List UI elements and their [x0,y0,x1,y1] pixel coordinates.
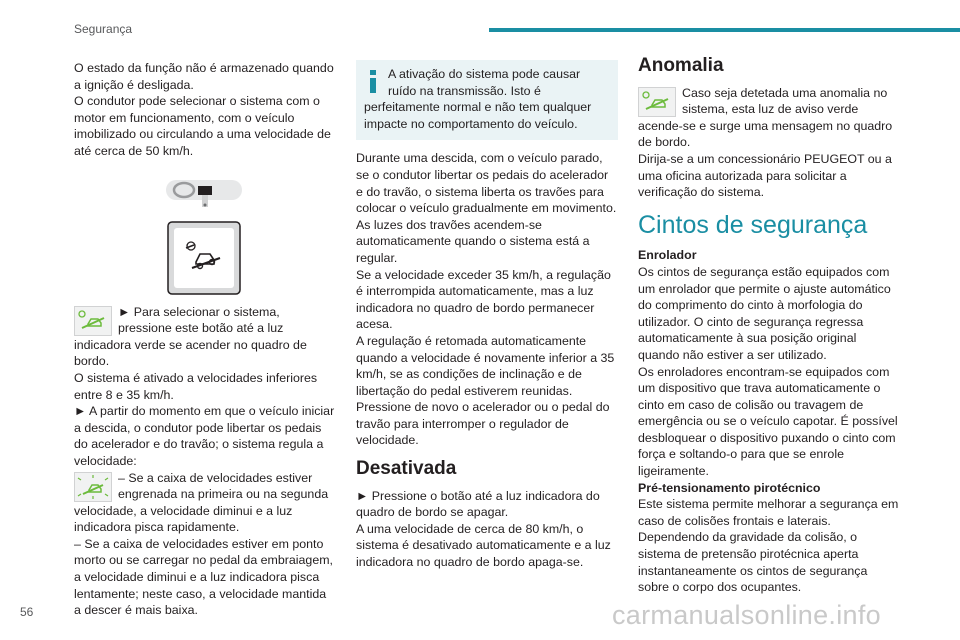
subheading-enrolador: Enrolador [638,248,697,263]
header-accent-bar [489,28,960,32]
paragraph: O sistema é ativado a velocidades inferiores entre 8 e 35 km/h. [74,370,318,402]
paragraph: Pressione de novo o acelerador ou o pedal do travão para interromper o regulador de velocidade. [356,400,610,448]
paragraph: As luzes dos travões acendem-se automaticamente quando o sistema está a regular. [356,217,590,265]
paragraph: ► Pressione o botão até a luz indicadora do quadro de bordo se apagar. [356,488,600,520]
paragraph: O estado da função não é armazenado quando a ignição é desligada. [74,61,334,92]
cruise-icon [74,306,112,336]
info-icon [364,68,382,94]
paragraph: Durante uma descida, com o veículo parado, se o condutor libertar os pedais do acelerador e do travão, o sistema liberta os travões para colocar o veículo gradualmente em movimento. [356,151,617,216]
paragraph: Dependendo da gravidade da colisão, o sistema de pretensão pirotécnica aperta instantaneamente os cintos de segurança sobre o corpo dos ocupantes. [638,530,868,595]
section-heading-cintos: Cintos de segurança [638,210,868,239]
paragraph: ► Para selecionar o sistema, pressione este botão até a luz indicadora verde se acender no quadro de bordo. [74,304,307,369]
paragraph: – Se a caixa de velocidades estiver engrenada na primeira ou na segunda velocidade, a velocidade diminui e a luz indicadora pisca rapidamente. [74,470,329,535]
hill-descent-button-icon [74,220,336,296]
column-right [638,55,900,596]
column-left [74,60,336,619]
paragraph: – Se a caixa de velocidades estiver em ponto morto ou se carregar no pedal da embraiagem, a velocidade diminui e a luz indicadora pisca lentamente; neste caso, a velocidade mantida a descer é mais baixa. [74,536,333,618]
button-illustration [74,220,336,296]
column-middle [356,60,618,571]
paragraph: Os enroladores encontram-se equipados com um dispositivo que trava automaticamente o cinto em caso de colisão ou travagem de emergência ou se o veículo capotar. É possível desbloquear o dispositivo puxando o cinto com força e soltando-o para que se enrole ligeiramente. [638,364,898,479]
instruction-with-icon [74,470,336,536]
info-text: A ativação do sistema pode causar ruído na transmissão. Isto é perfeitamente normal e não tem qualquer impacte no comportamento do veículo. [364,67,592,131]
paragraph: A regulação é retomada automaticamente quando a velocidade é novamente inferior a 35 km/h, se as condições de inclinação e de libertação do pedal estiverem reunidas. [356,333,615,398]
paragraph: Este sistema permite melhorar a segurança em caso de colisões frontais e laterais. [638,497,899,528]
instruction-with-icon [638,85,900,151]
paragraph: ► A partir do momento em que o veículo iniciar a descida, o condutor pode libertar os pedais do acelerador e do travão; o sistema regula a velocidade: [74,404,335,468]
paragraph: Caso seja detetada uma anomalia no sistema, esta luz de aviso verde acende-se e surge uma mensagem no quadro de bordo. [638,85,893,150]
cruise-blinking-icon [74,472,112,502]
paragraph: A uma velocidade de cerca de 80 km/h, o sistema é desativado automaticamente e a luz indicadora no quadro de bordo apaga-se. [356,521,611,570]
cruise-warning-icon [638,87,676,117]
section-heading-desativada: Desativada [356,458,457,480]
paragraph: Dirija-se a um concessionário PEUGEOT ou a uma oficina autorizada para solicitar a verificação do sistema. [638,151,892,200]
paragraph: O condutor pode selecionar o sistema com o motor em funcionamento, com o veículo imobilizado ou circulando a uma velocidade de até cerca de 50 km/h. [74,94,331,158]
watermark: carmanualsonline.info [612,600,881,630]
steering-wheel-icon [74,174,336,214]
paragraph: Os cintos de segurança estão equipados com um enrolador que permite o ajuste automático do comprimento do cinto à morfologia do utilizador. O cinto de segurança regressa automaticamente à sua posição original quando não estiver a ser utilizado. [638,264,891,362]
info-note [356,60,618,140]
paragraph: Se a velocidade exceder 35 km/h, a regulação é interrompida automaticamente, mas a luz indicadora no quadro de bordo permanecer acesa. [356,267,611,332]
header-section-label: Segurança [74,22,133,36]
steering-wheel-illustration [74,174,336,214]
subheading-pre-tensionamento: Pré-tensionamento pirotécnico [638,480,821,495]
instruction-with-icon [74,304,336,370]
page-number: 56 [20,605,34,619]
section-heading-anomalia: Anomalia [638,55,724,76]
